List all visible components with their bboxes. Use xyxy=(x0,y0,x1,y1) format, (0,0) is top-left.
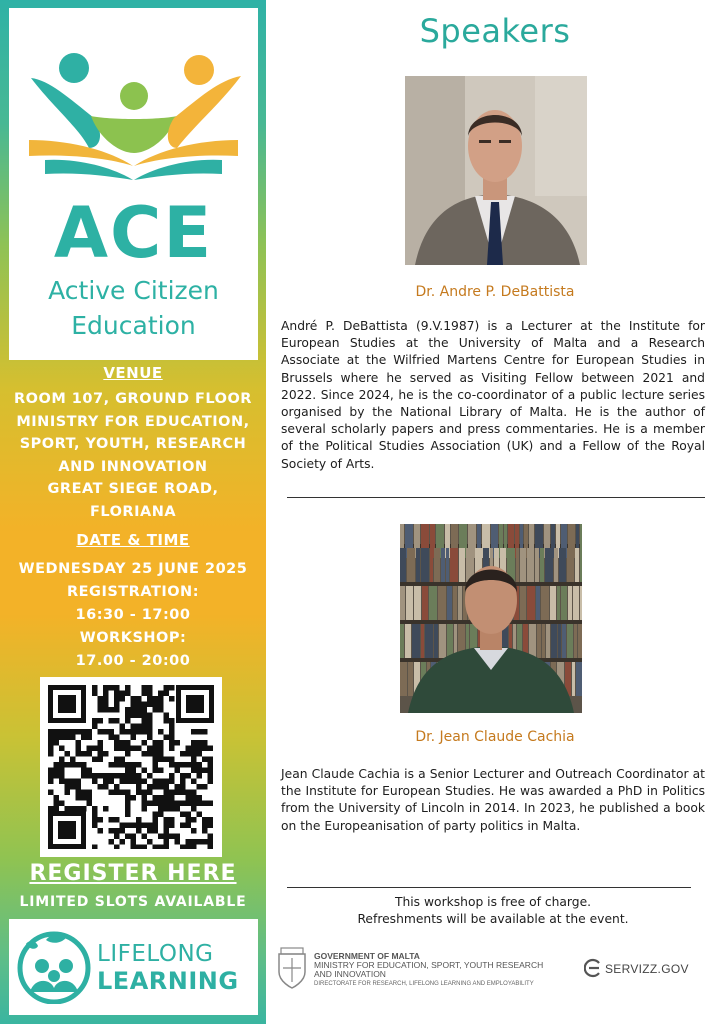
speaker-bio: Jean Claude Cachia is a Senior Lecturer and Outreach Coordinator at the Institute for European Studies. He was awarded a PhD in Politics from the University of Lincoln in 2014. In 2023, he published a book on the Europeanisation of party politics in Malta. xyxy=(281,767,705,833)
speaker-photo-debattista xyxy=(405,76,587,265)
date-time-line: REGISTRATION: xyxy=(66,584,199,600)
speaker-bio: André P. DeBattista (9.V.1987) is a Lecturer at the Institute for European Studies at the University of Malta and a Research Associate at the Wilfried Martens Centre for European Studies in Brussels where he served as Visiting Fellow between 2021 and 2022. Since 2024, he is the co-coordinator of a public lecture series organised by the National Library of Malta. He is the author of several scholarly papers and press commentaries. He is a member of the Political Studies Association (UK) and a Fellow of the Royal Society of Arts. xyxy=(281,319,705,471)
gov-malta-title: GOVERNMENT OF MALTA xyxy=(314,951,420,961)
speakers-heading: Speakers xyxy=(419,12,571,50)
registration-qr-code[interactable] xyxy=(40,677,222,857)
lifelong-word: LIFELONG xyxy=(97,941,214,967)
servizz-logo-icon xyxy=(584,958,602,978)
speaker-photo-cachia xyxy=(400,524,582,713)
qr-code-icon xyxy=(48,685,214,849)
venue-heading: VENUE xyxy=(103,364,163,382)
venue-line: FLORIANA xyxy=(89,503,177,520)
date-time-line: 17.00 - 20:00 xyxy=(75,653,191,669)
venue-line: SPORT, YOUTH, RESEARCH xyxy=(19,436,247,453)
venue-line: AND INNOVATION xyxy=(58,458,208,475)
ace-wordmark: ACE xyxy=(53,192,214,274)
venue-line: MINISTRY FOR EDUCATION, xyxy=(16,413,250,430)
refreshments-note: Refreshments will be available at the event. xyxy=(357,912,629,926)
ace-emblem-icon xyxy=(9,8,258,198)
date-time-line: 16:30 - 17:00 xyxy=(75,607,191,623)
left-sidebar xyxy=(0,0,266,1024)
servizz-gov-label: SERVIZZ.GOV xyxy=(605,962,689,976)
malta-crest-icon xyxy=(275,946,309,990)
speaker-name: Dr. Andre P. DeBattista xyxy=(415,284,575,300)
divider xyxy=(287,887,691,888)
venue-address xyxy=(0,388,266,524)
ministry-name: MINISTRY FOR EDUCATION, SPORT, YOUTH RESEARCH AND INNOVATION xyxy=(314,960,544,979)
venue-line: ROOM 107, GROUND FLOOR xyxy=(14,391,252,407)
lifelong-learning-icon xyxy=(16,930,92,1004)
free-of-charge-note: This workshop is free of charge. xyxy=(394,895,592,909)
lifelong-learning-logo xyxy=(9,919,258,1015)
date-time-details xyxy=(0,558,266,673)
date-time-heading: DATE & TIME xyxy=(76,531,190,549)
venue-line: GREAT SIEGE ROAD, xyxy=(47,481,219,498)
register-here-link[interactable]: REGISTER HERE xyxy=(29,861,237,886)
limited-slots-note: LIMITED SLOTS AVAILABLE xyxy=(19,894,247,910)
directorate-name: DIRECTORATE FOR RESEARCH, LIFELONG LEARNING AND EMPLOYABILITY xyxy=(314,981,534,987)
ace-subtitle-line1: Active Citizen xyxy=(48,276,219,305)
ace-subtitle-line2: Education xyxy=(71,311,196,340)
portrait-image xyxy=(405,76,587,265)
date-time-line: WORKSHOP: xyxy=(79,630,187,646)
ace-logo xyxy=(9,8,258,360)
portrait-image xyxy=(400,524,582,713)
learning-word: LEARNING xyxy=(97,967,239,995)
divider xyxy=(287,497,705,498)
speaker-name: Dr. Jean Claude Cachia xyxy=(415,729,575,745)
date-time-line: WEDNESDAY 25 JUNE 2025 xyxy=(18,561,248,577)
